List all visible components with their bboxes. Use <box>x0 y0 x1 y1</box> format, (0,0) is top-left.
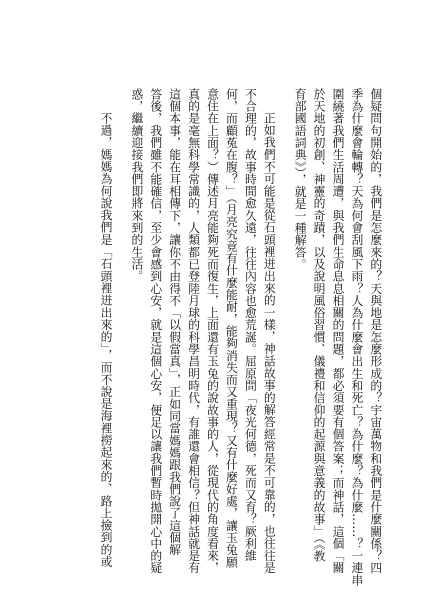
paragraph-gap <box>278 88 286 496</box>
text-column-2: 季為什麼會輪轉？天為何會刮風下雨？人為什麼會出生和死亡？為什麼？為什麼……？一連串 <box>349 88 364 587</box>
text-column-5: 育部國語詞典》），就是一種解答。 <box>293 88 308 271</box>
text-column-9: 意住在上面？）傳述月亮能夠死而復生，上面還有玉兔的說故事的人，從現代的角度看來， <box>205 88 220 574</box>
text-column-6: 正如我們不可能是從石頭裡迸出來的一樣，神話故事的解答經常是不可靠的，也往往是 <box>262 112 277 574</box>
text-column-4: 於天地的初創、神靈的奇蹟，以及說明風俗習慣、儀禮和信仰的起源與意義的故事」（《教 <box>312 88 327 563</box>
text-column-3: 圍繞著我們生活周遭，與我們生命息息相關的問題，都必須要有個答案；而神話，這個「關 <box>330 88 345 574</box>
text-column-10: 真的是毫無科學常識的，人類都已登陸月球的科學昌明時代，有誰還會相信？但神話就是有 <box>186 88 201 574</box>
text-column-8: 何，而顧菟在腹？」（月亮究竟有什麼能耐，能夠消失而又重現？又有什麼好處，讓玉兔願 <box>224 88 239 569</box>
text-column-13: 惑，繼續迎接我們即將來到的生活。 <box>129 88 144 283</box>
paragraph-gap <box>115 88 123 496</box>
text-column-11: 這個本事，能在耳相傳下，讓你不由得不「以假當真」，正如同當媽媽跟我們說了這個解 <box>167 88 182 556</box>
text-column-1: 個疑問句開始的，我們是怎麼來的？天與地是怎麼形成的？宇宙萬物和我們是什麼關係？四 <box>368 88 383 574</box>
text-column-12: 答後，我們雖不能確信，至少會感到心安，就是這個心安，便足以讓我們暫時拋開心中的疑 <box>148 88 163 574</box>
text-column-14: 不過，媽媽為何說我們是「石頭裡迸出來的」，而不說是海裡撈起來的、路上撿到的或 <box>99 112 113 568</box>
vertical-text-body <box>96 88 383 587</box>
text-column-7: 不合理的，故事時間愈久遠，往往內容也愈荒誕。屈原問「夜光何德，死而又育？厥利維 <box>243 88 258 562</box>
